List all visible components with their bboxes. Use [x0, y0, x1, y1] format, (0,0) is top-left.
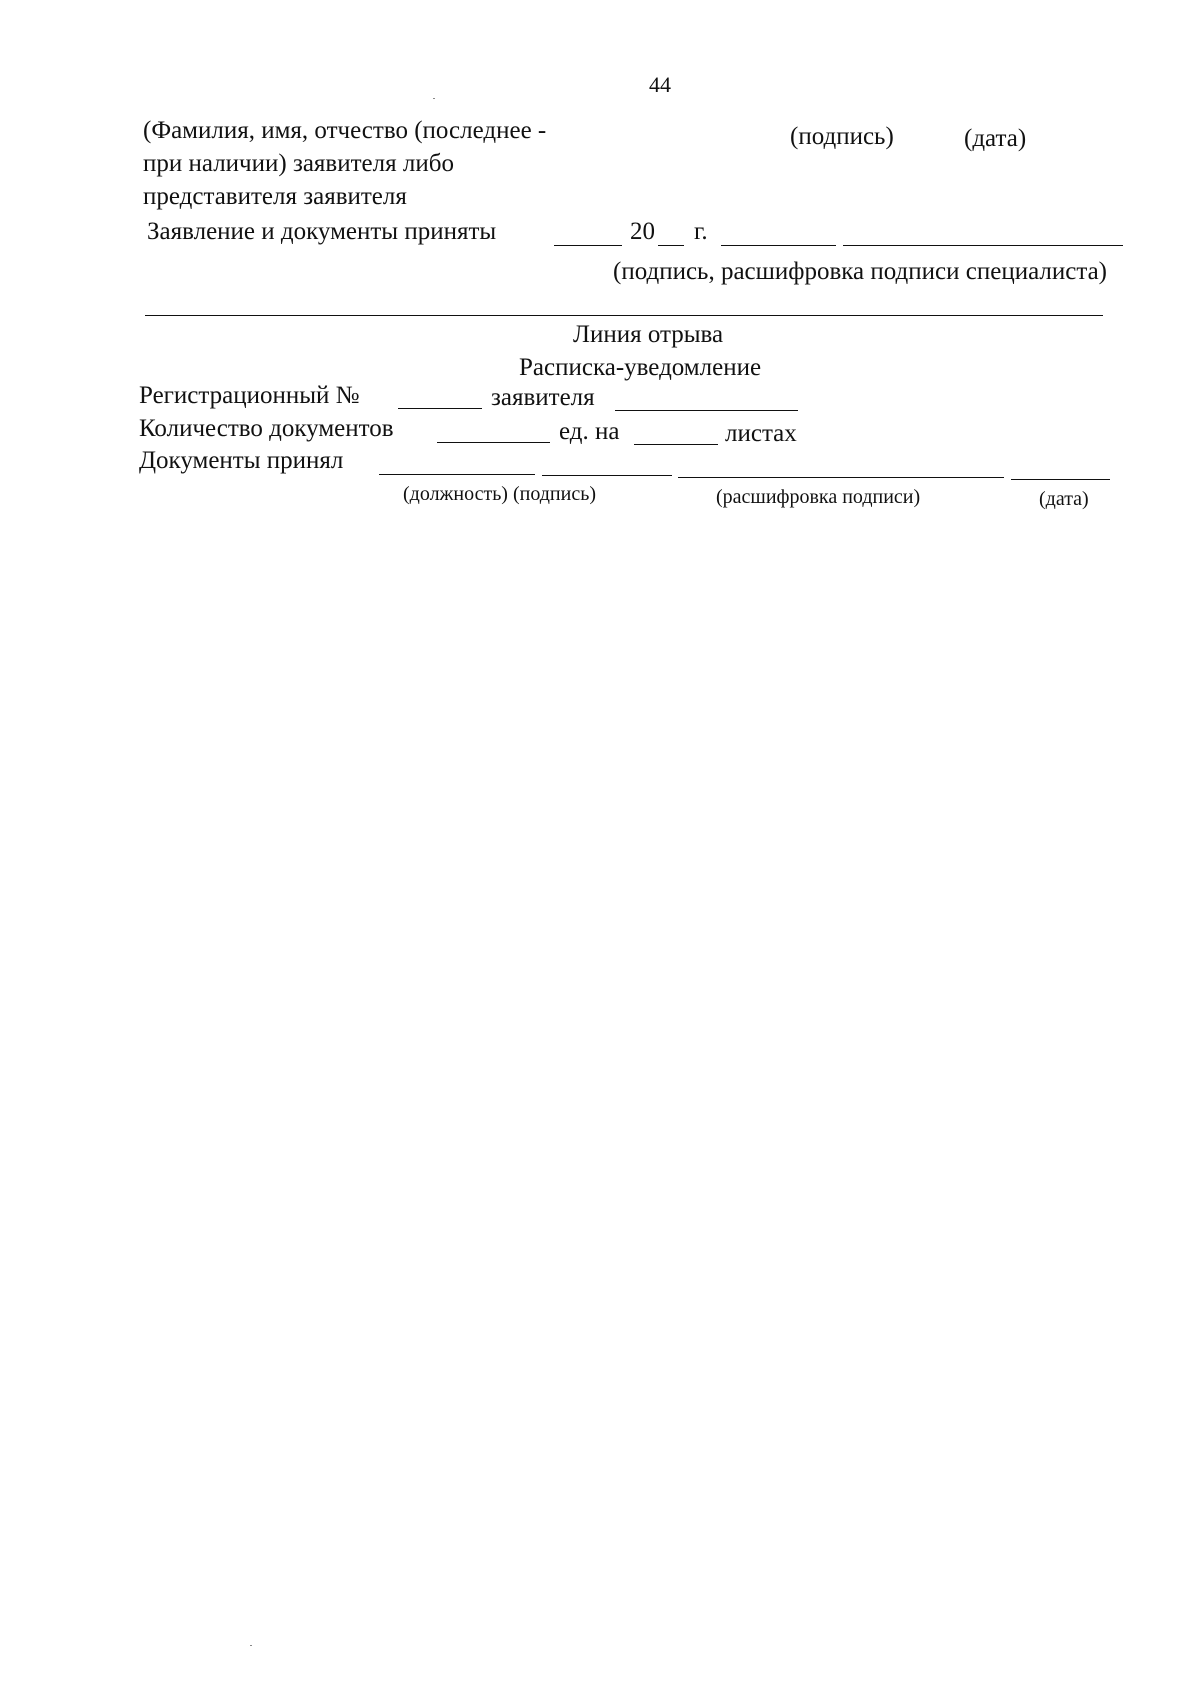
- accepted-year-prefix: 20: [630, 218, 655, 245]
- applicant-name-label-line2: при наличии) заявителя либо: [143, 150, 454, 177]
- accepted-by-signature-blank[interactable]: [542, 475, 672, 476]
- registration-applicant-blank[interactable]: [615, 410, 798, 411]
- applicant-signature-label: (подпись): [790, 123, 894, 150]
- position-signature-caption: (должность) (подпись): [403, 483, 596, 505]
- accepted-by-label: Документы принял: [139, 447, 344, 474]
- applicant-name-label-line1: (Фамилия, имя, отчество (последнее -: [143, 117, 547, 144]
- page-number: 44: [649, 72, 671, 97]
- specialist-signature-blank[interactable]: [721, 245, 836, 246]
- tear-line-rule: [145, 315, 1103, 316]
- date-caption: (дата): [1039, 488, 1089, 510]
- scan-speck: [250, 1645, 252, 1646]
- receipt-title: Расписка-уведомление: [519, 354, 762, 381]
- accepted-year-blank[interactable]: [658, 245, 684, 246]
- accepted-day-blank[interactable]: [554, 245, 622, 246]
- accepted-label: Заявление и документы приняты: [147, 218, 497, 245]
- specialist-decoding-blank[interactable]: [843, 245, 1123, 246]
- sheet-count-blank[interactable]: [634, 444, 718, 445]
- accepted-year-suffix: г.: [694, 218, 708, 245]
- accepted-by-decoding-blank[interactable]: [678, 477, 1004, 478]
- decoding-caption: (расшифровка подписи): [716, 486, 921, 508]
- registration-number-blank[interactable]: [398, 408, 482, 409]
- registration-number-label: Регистрационный №: [139, 382, 360, 409]
- accepted-by-position-blank[interactable]: [379, 474, 535, 475]
- registration-applicant-label: заявителя: [491, 384, 595, 411]
- applicant-name-label-line3: представителя заявителя: [143, 183, 407, 210]
- document-count-label: Количество документов: [139, 415, 394, 442]
- specialist-caption: (подпись, расшифровка подписи специалиста): [613, 258, 1108, 285]
- accepted-by-date-blank[interactable]: [1011, 479, 1110, 480]
- scan-speck: [433, 98, 435, 99]
- sheets-label: листах: [725, 420, 797, 447]
- units-label: ед. на: [559, 418, 620, 445]
- document-count-blank[interactable]: [437, 442, 550, 443]
- applicant-date-label: (дата): [964, 125, 1027, 152]
- tear-line-label: Линия отрыва: [573, 321, 724, 348]
